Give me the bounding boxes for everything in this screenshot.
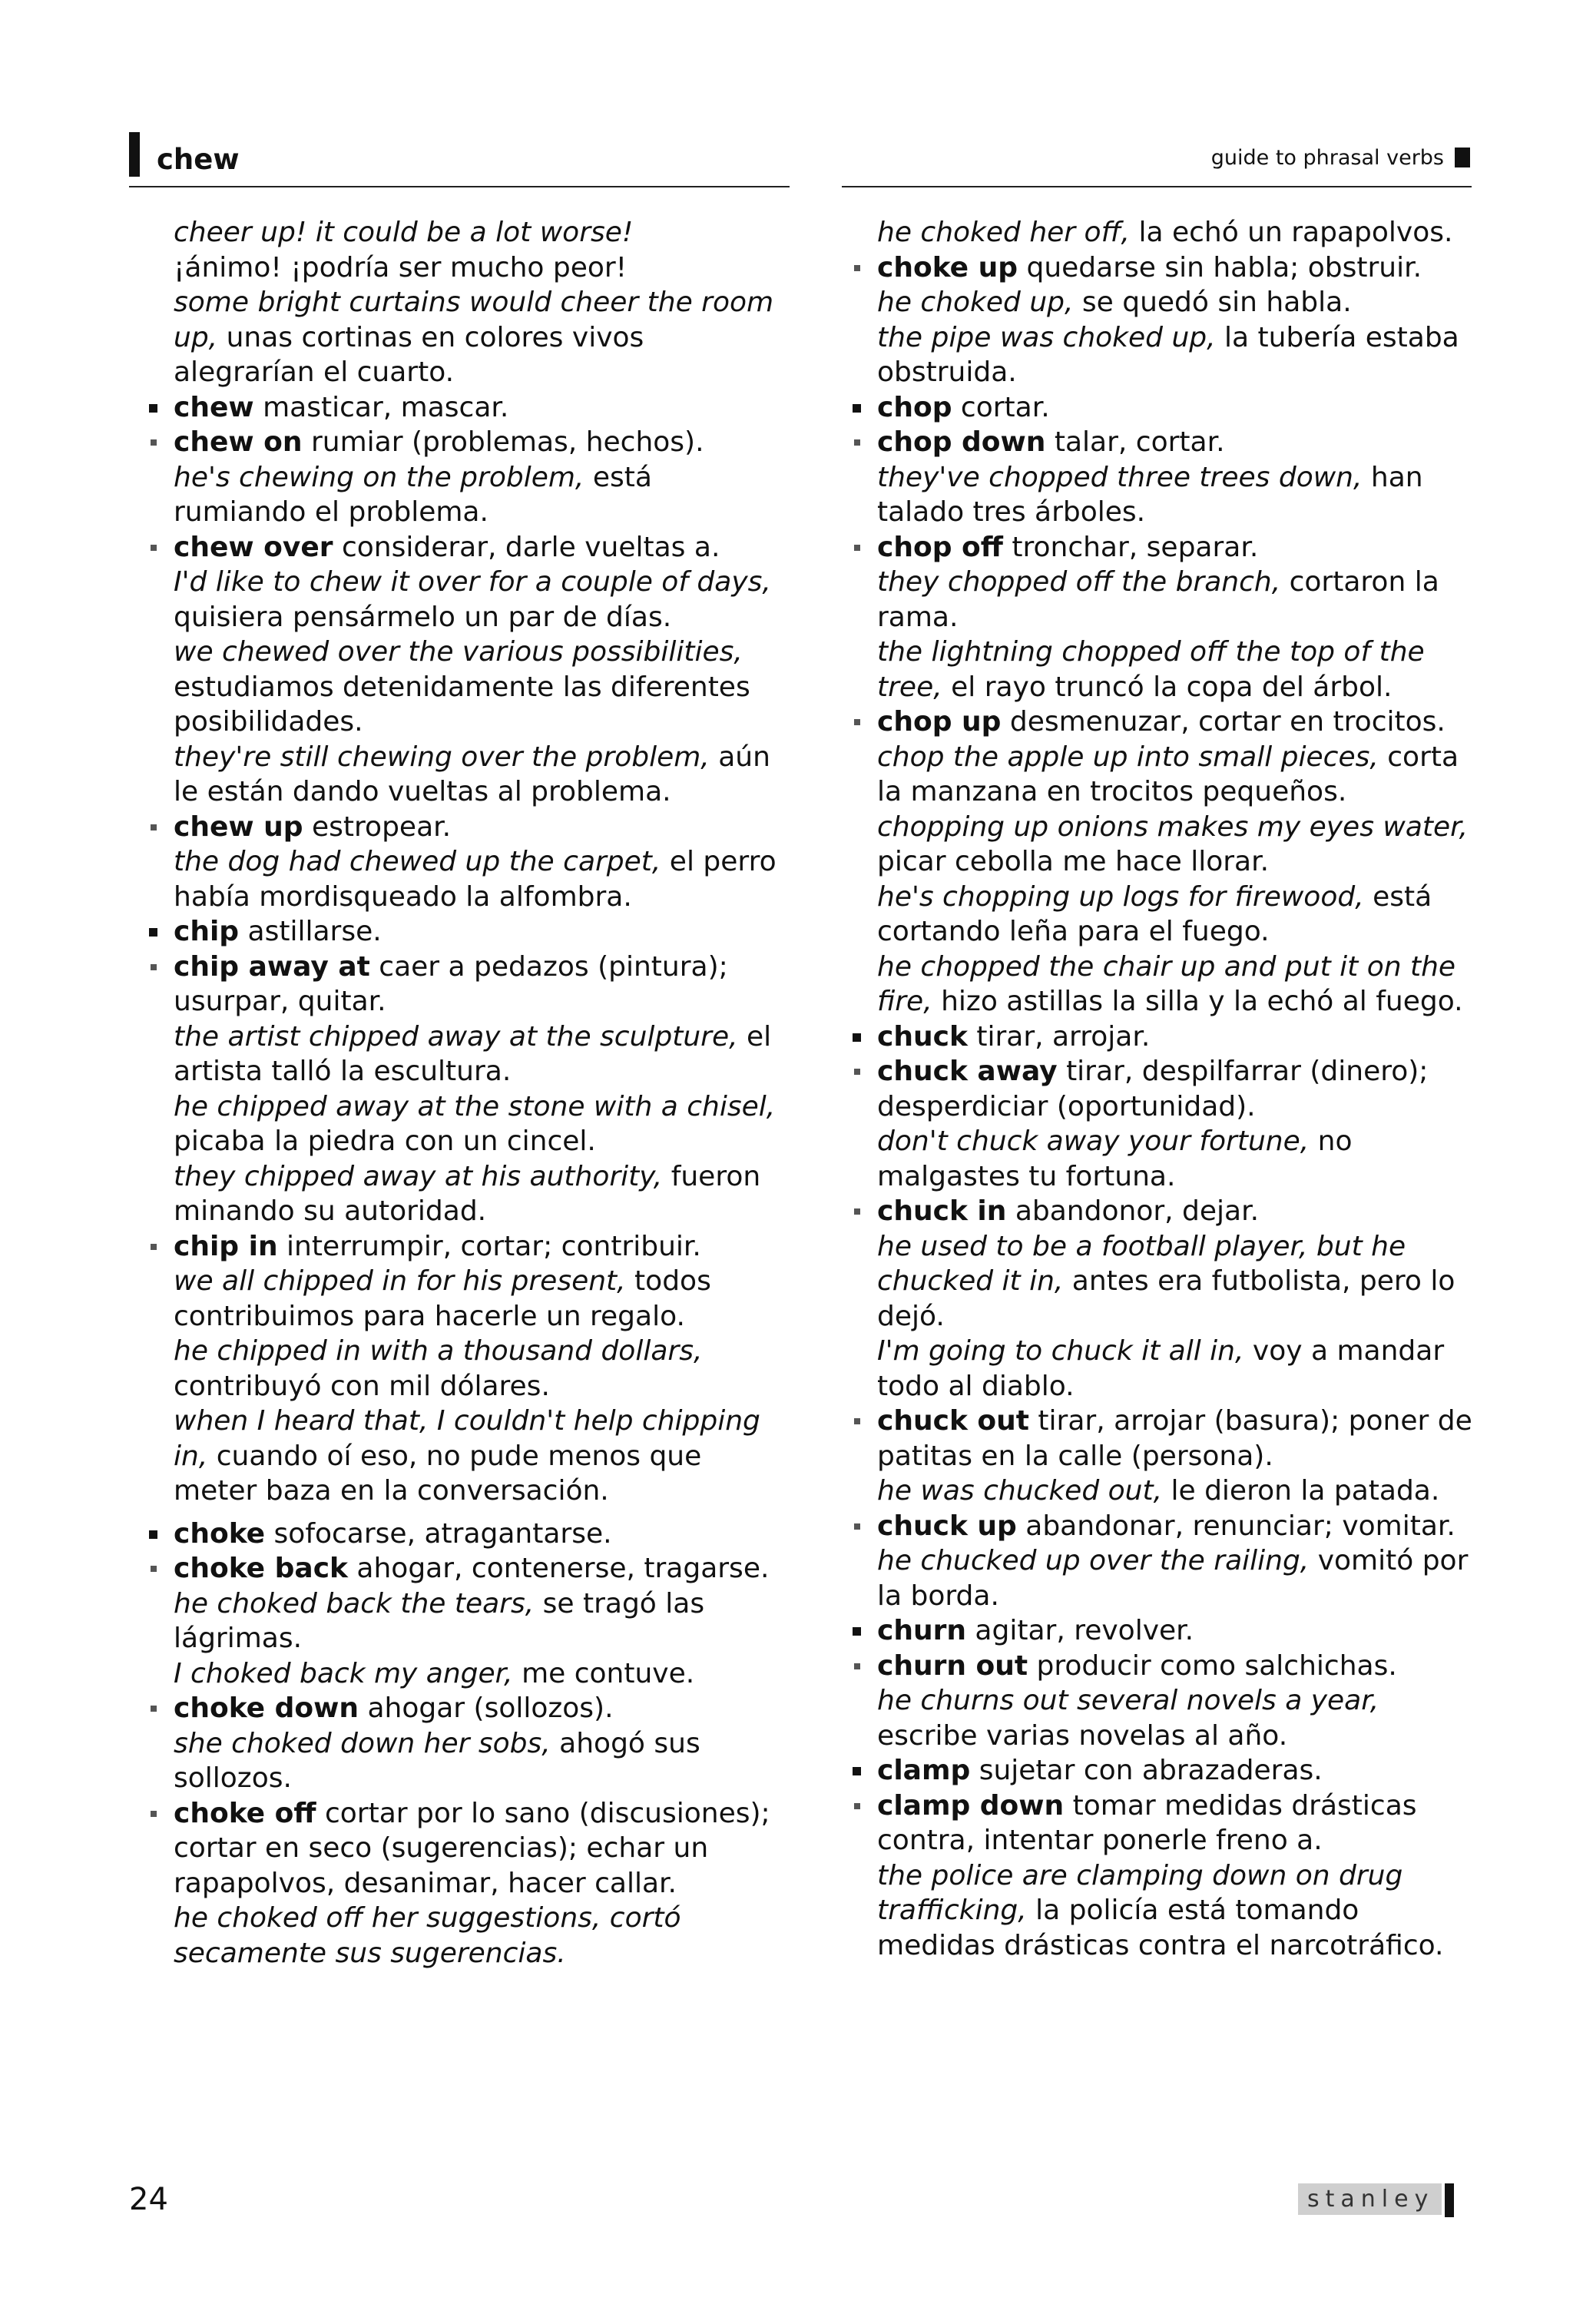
dictionary-entry — [140, 390, 793, 426]
example-english: I'd like to chew it over for a couple of days, — [174, 566, 771, 598]
definition: quedarse sin habla; obstruir. — [1018, 251, 1422, 283]
entry-definition-line — [877, 1019, 1473, 1055]
dictionary-entry — [843, 1054, 1473, 1194]
dictionary-entry — [843, 1753, 1473, 1789]
example-sentence — [877, 285, 1473, 320]
definition: estropear. — [303, 811, 452, 843]
example-translation: está cortando leña para el fuego. — [877, 880, 1432, 947]
example-translation: fueron minando su autoridad. — [174, 1160, 761, 1227]
definition: rumiar (problemas, hechos). — [302, 426, 704, 458]
headword: chop off — [877, 531, 1003, 563]
entry-definition-line — [174, 1551, 793, 1586]
dictionary-entry — [843, 425, 1473, 530]
bullet-icon — [149, 928, 157, 937]
sub-bullet-icon — [151, 439, 157, 446]
sub-bullet-icon — [151, 1566, 157, 1572]
entry-definition-line — [877, 1054, 1473, 1124]
example-english: he chipped away at the stone with a chisel, — [174, 1090, 776, 1122]
sub-bullet-icon — [854, 719, 860, 725]
right-column — [843, 215, 1473, 1963]
dictionary-entry — [843, 1789, 1473, 1964]
example-english: he was chucked out, — [877, 1475, 1163, 1507]
example-english: she choked down her sobs, — [174, 1727, 551, 1759]
bullet-icon — [149, 1530, 157, 1539]
definition: astillarse. — [239, 916, 382, 947]
example-english: he choked up, — [877, 287, 1074, 318]
dictionary-entry — [140, 1796, 793, 1971]
bullet-icon — [149, 404, 157, 413]
example-english: he used to be a football player, but he chucked it in, — [877, 1230, 1406, 1297]
header-title: chew — [157, 143, 240, 176]
definition: ahogar (sollozos). — [359, 1692, 614, 1724]
example-translation: unas cortinas en colores vivos alegrarían el cuarto. — [174, 321, 644, 388]
entry-definition-line — [174, 1691, 793, 1726]
definition: ahogar, contenerse, tragarse. — [347, 1553, 770, 1584]
example-translation: aún le están dando vueltas al problema. — [174, 741, 770, 807]
entry-definition-line — [877, 704, 1473, 740]
example-translation: corta la manzana en trocitos pequeños. — [877, 741, 1459, 807]
entry-definition-line — [174, 390, 793, 426]
definition: tirar, arrojar (basura); poner de patitas en la calle (persona). — [877, 1405, 1472, 1472]
headword: choke — [174, 1517, 266, 1550]
sub-bullet-icon — [854, 1208, 860, 1215]
sub-bullet-icon — [151, 1706, 157, 1712]
example-translation: quisiera pensármelo un par de días. — [174, 601, 672, 633]
example-english: he chucked up over the railing, — [877, 1545, 1310, 1576]
example-sentence — [877, 740, 1473, 810]
example-translation: antes era futbolista, pero lo dejó. — [877, 1265, 1455, 1332]
example-sentence — [174, 1019, 793, 1089]
entry-definition-line — [174, 1796, 793, 1901]
headword: chew over — [174, 531, 333, 563]
publisher-brand — [1298, 2183, 1454, 2216]
dictionary-entry — [843, 1019, 1473, 1055]
dictionary-entry — [843, 390, 1473, 426]
bullet-icon — [853, 1627, 861, 1636]
example-translation: ahogó sus sollozos. — [174, 1727, 700, 1794]
dictionary-entry — [843, 1649, 1473, 1754]
example-translation: está rumiando el problema. — [174, 461, 652, 528]
example-sentence — [877, 1543, 1473, 1613]
example-english: he churns out several novels a year, — [877, 1685, 1379, 1716]
example-sentence — [174, 460, 793, 530]
headword: chop — [877, 391, 952, 423]
example-english: the pipe was choked up, — [877, 321, 1216, 353]
headword: choke down — [174, 1692, 359, 1724]
sub-bullet-icon — [151, 1244, 157, 1250]
headword: chip away at — [174, 950, 370, 983]
example-sentence — [877, 320, 1473, 390]
sub-bullet-icon — [854, 1418, 860, 1424]
example-sentence — [174, 1901, 793, 1971]
entry-definition-line — [877, 390, 1473, 426]
example-sentence — [877, 460, 1473, 530]
dictionary-entry — [140, 950, 793, 1229]
headword: choke back — [174, 1553, 348, 1584]
entry-definition-line — [174, 914, 793, 950]
entry-definition-line — [174, 1229, 793, 1265]
brand-bar-icon — [1445, 2183, 1454, 2217]
example-translation: el artista talló la escultura. — [174, 1020, 772, 1087]
sub-bullet-icon — [854, 1523, 860, 1530]
example-english: he chipped in with a thousand dollars, — [174, 1335, 703, 1367]
example-sentence — [174, 215, 793, 250]
example-sentence — [174, 1159, 793, 1229]
example-sentence — [174, 1264, 793, 1334]
example-sentence — [877, 1474, 1473, 1509]
entry-definition-line — [877, 1194, 1473, 1229]
headword: chop up — [877, 706, 1002, 738]
definition: tomar medidas drásticas contra, intentar ponerle freno a. — [877, 1789, 1417, 1856]
example-sentence — [174, 1726, 793, 1796]
dictionary-entry — [843, 1613, 1473, 1649]
headword: chuck up — [877, 1510, 1017, 1542]
sub-bullet-icon — [854, 1663, 860, 1669]
definition: producir como salchichas. — [1028, 1649, 1397, 1682]
brand-label: stanley — [1298, 2183, 1442, 2215]
sub-bullet-icon — [151, 964, 157, 970]
example-english: they've chopped three trees down, — [877, 461, 1363, 493]
example-sentence — [174, 1089, 793, 1159]
example-sentence — [174, 1656, 793, 1692]
sub-bullet-icon — [854, 1069, 860, 1075]
example-translation: contribuyó con mil dólares. — [174, 1370, 550, 1402]
sub-bullet-icon — [151, 545, 157, 551]
entry-definition-line — [877, 1789, 1473, 1858]
entry-definition-line — [877, 1404, 1473, 1474]
entry-definition-line — [877, 1613, 1473, 1649]
example-sentence — [174, 844, 793, 914]
example-sentence — [877, 1124, 1473, 1194]
dictionary-entry — [843, 1509, 1473, 1614]
example-sentence — [174, 1404, 793, 1509]
headword: churn out — [877, 1649, 1028, 1682]
sub-bullet-icon — [854, 439, 860, 446]
example-english: he choked back the tears, — [174, 1587, 535, 1620]
dictionary-entry — [140, 1229, 793, 1509]
left-column — [140, 215, 793, 1971]
example-sentence — [877, 950, 1473, 1019]
example-english: I choked back my anger, — [174, 1657, 513, 1689]
example-sentence — [174, 1334, 793, 1404]
example-english: we chewed over the various possibilities, — [174, 636, 743, 668]
example-sentence — [174, 635, 793, 740]
example-translation: voy a mandar todo al diablo. — [877, 1335, 1445, 1402]
sub-bullet-icon — [854, 265, 860, 271]
definition: desmenuzar, cortar en trocitos. — [1001, 706, 1446, 738]
entry-definition-line — [877, 1649, 1473, 1684]
header-square-icon — [1455, 148, 1470, 167]
example-translation: hizo astillas la silla y la echó al fuego. — [932, 986, 1463, 1017]
example-english: when I heard that, I couldn't help chipping in, — [174, 1405, 760, 1472]
dictionary-entry — [843, 530, 1473, 705]
running-header-left — [129, 132, 790, 187]
example-english: the artist chipped away at the sculpture, — [174, 1020, 738, 1053]
example-translation: cuando oí eso, no pude menos que meter baza en la conversación. — [174, 1440, 702, 1507]
example-sentence — [877, 810, 1473, 880]
example-sentence — [877, 1334, 1473, 1404]
dictionary-entry — [843, 1194, 1473, 1404]
dictionary-entry — [140, 914, 793, 950]
dictionary-entry — [843, 1404, 1473, 1509]
definition: interrumpir, cortar; contribuir. — [277, 1230, 701, 1262]
example-english: don't chuck away your fortune, — [877, 1126, 1310, 1157]
headword: chop down — [877, 426, 1046, 458]
example-english: he's chopping up logs for firewood, — [877, 880, 1364, 913]
entry-definition-line — [877, 1753, 1473, 1789]
entry-definition-line — [174, 530, 793, 565]
entry-definition-line — [877, 530, 1473, 565]
example-translation: no malgastes tu fortuna. — [877, 1126, 1353, 1192]
definition: agitar, revolver. — [965, 1615, 1194, 1646]
example-english: the lightning chopped off the top of the tree, — [877, 636, 1425, 703]
example-english: chopping up onions makes my eyes water, — [877, 811, 1469, 843]
example-translation: todos contribuimos para hacerle un regalo. — [174, 1265, 711, 1332]
entry-definition-line — [877, 425, 1473, 460]
headword: chuck away — [877, 1056, 1058, 1087]
example-translation: me contuve. — [512, 1657, 695, 1689]
definition: abandonor, dejar. — [1006, 1195, 1260, 1227]
example-translation: la policía está tomando medidas drásticas contra el narcotráfico. — [877, 1895, 1444, 1961]
example-english: some bright curtains would cheer the room up, — [174, 287, 774, 353]
definition: considerar, darle vueltas a. — [333, 531, 720, 563]
example-translation: se tragó las lágrimas. — [174, 1587, 705, 1654]
entry-definition-line — [174, 1517, 793, 1552]
example-translation: picaba la piedra con un cincel. — [174, 1126, 596, 1157]
example-english: they chopped off the branch, — [877, 566, 1281, 598]
example-sentence — [877, 1229, 1473, 1334]
example-english: we all chipped in for his present, — [174, 1265, 626, 1297]
headword: churn — [877, 1615, 966, 1646]
example-sentence — [174, 285, 793, 390]
entry-definition-line — [877, 1509, 1473, 1544]
example-english: they chipped away at his authority, — [174, 1160, 663, 1192]
headword: choke off — [174, 1797, 316, 1829]
example-translation: la tubería estaba obstruida. — [877, 321, 1459, 388]
definition: tirar, arrojar. — [967, 1020, 1151, 1053]
example-translation: estudiamos detenidamente las diferentes posibilidades. — [174, 671, 750, 738]
header-bar-icon — [129, 132, 140, 177]
example-english: he choked her off, — [877, 217, 1130, 248]
example-sentence — [877, 880, 1473, 950]
definition: cortar. — [952, 391, 1050, 423]
headword: clamp — [877, 1755, 971, 1786]
headword: choke up — [877, 251, 1018, 283]
headword: chip — [174, 916, 240, 947]
example-sentence — [174, 740, 793, 810]
example-translation: cortaron la rama. — [877, 566, 1439, 633]
example-english: the police are clamping down on drug trafficking, — [877, 1859, 1403, 1926]
example-english: he choked off her suggestions, cortó secamente sus sugerencias. — [174, 1902, 681, 1969]
definition: sofocarse, atragantarse. — [265, 1517, 612, 1550]
entry-definition-line — [174, 425, 793, 460]
definition: masticar, mascar. — [253, 391, 509, 423]
dictionary-entry — [843, 215, 1473, 250]
example-translation: le dieron la patada. — [1162, 1475, 1440, 1507]
definition: abandonar, renunciar; vomitar. — [1016, 1510, 1455, 1542]
example-english: cheer up! it could be a lot worse! — [174, 217, 634, 248]
sub-bullet-icon — [854, 1803, 860, 1809]
dictionary-entry — [140, 1517, 793, 1552]
example-translation: el rayo truncó la copa del árbol. — [942, 671, 1393, 703]
example-translation: han talado tres árboles. — [877, 461, 1423, 528]
example-sentence — [877, 1683, 1473, 1753]
headword: chuck out — [877, 1405, 1029, 1437]
headword: chuck in — [877, 1195, 1007, 1227]
example-translation: escribe varias novelas al año. — [877, 1719, 1288, 1752]
example-sentence — [877, 1858, 1473, 1964]
bullet-icon — [853, 404, 861, 413]
dictionary-entry — [843, 250, 1473, 390]
entry-definition-line — [174, 950, 793, 1019]
example-english: he's chewing on the problem, — [174, 461, 584, 493]
dictionary-entry — [140, 530, 793, 810]
dictionary-entry — [140, 215, 793, 390]
entry-definition-line — [174, 810, 793, 845]
example-sentence — [877, 635, 1473, 704]
dictionary-entry — [140, 425, 793, 530]
example-translation: ¡ánimo! ¡podría ser mucho peor! — [174, 251, 628, 283]
example-translation: vomitó por la borda. — [877, 1545, 1469, 1612]
dictionary-entry — [140, 1691, 793, 1796]
definition: tronchar, separar. — [1002, 531, 1259, 563]
dictionary-entry — [140, 1551, 793, 1691]
headword: chuck — [877, 1020, 968, 1053]
example-english: they're still chewing over the problem, — [174, 741, 710, 773]
example-translation: la echó un rapapolvos. — [1130, 217, 1453, 248]
headword: clamp down — [877, 1789, 1065, 1822]
dictionary-entry — [843, 704, 1473, 1019]
example-english: he chopped the chair up and put it on the fire, — [877, 950, 1456, 1017]
example-sentence — [877, 565, 1473, 635]
bullet-icon — [853, 1033, 861, 1042]
example-english: I'm going to chuck it all in, — [877, 1335, 1244, 1367]
headword: chew up — [174, 811, 303, 843]
running-header-right — [842, 132, 1472, 187]
example-sentence — [877, 215, 1473, 250]
sub-bullet-icon — [151, 824, 157, 830]
example-sentence — [174, 1586, 793, 1656]
definition: sujetar con abrazaderas. — [970, 1755, 1323, 1786]
example-translation: picar cebolla me hace llorar. — [877, 846, 1270, 877]
page-number: 24 — [129, 2182, 168, 2217]
definition: caer a pedazos (pintura); usurpar, quitar. — [174, 950, 728, 1017]
example-sentence — [174, 565, 793, 635]
definition: talar, cortar. — [1045, 426, 1225, 458]
headword: chew on — [174, 426, 303, 458]
example-english: chop the apple up into small pieces, — [877, 741, 1379, 773]
header-section-title: guide to phrasal verbs — [1210, 146, 1444, 170]
headword: chip in — [174, 1230, 278, 1262]
example-sentence — [174, 250, 793, 286]
definition: cortar por lo sano (discusiones); cortar en seco (sugerencias); echar un rapapolvos, desanimar, hacer callar. — [174, 1797, 770, 1899]
example-translation: el perro había mordisqueado la alfombra. — [174, 846, 777, 913]
example-translation: se quedó sin habla. — [1073, 287, 1352, 318]
headword: chew — [174, 391, 254, 423]
sub-bullet-icon — [151, 1811, 157, 1817]
entry-definition-line — [877, 250, 1473, 286]
dictionary-entry — [140, 810, 793, 915]
example-english: the dog had chewed up the carpet, — [174, 846, 661, 877]
sub-bullet-icon — [854, 545, 860, 551]
definition: tirar, despilfarrar (dinero); desperdiciar (oportunidad). — [877, 1056, 1429, 1122]
bullet-icon — [853, 1767, 861, 1775]
